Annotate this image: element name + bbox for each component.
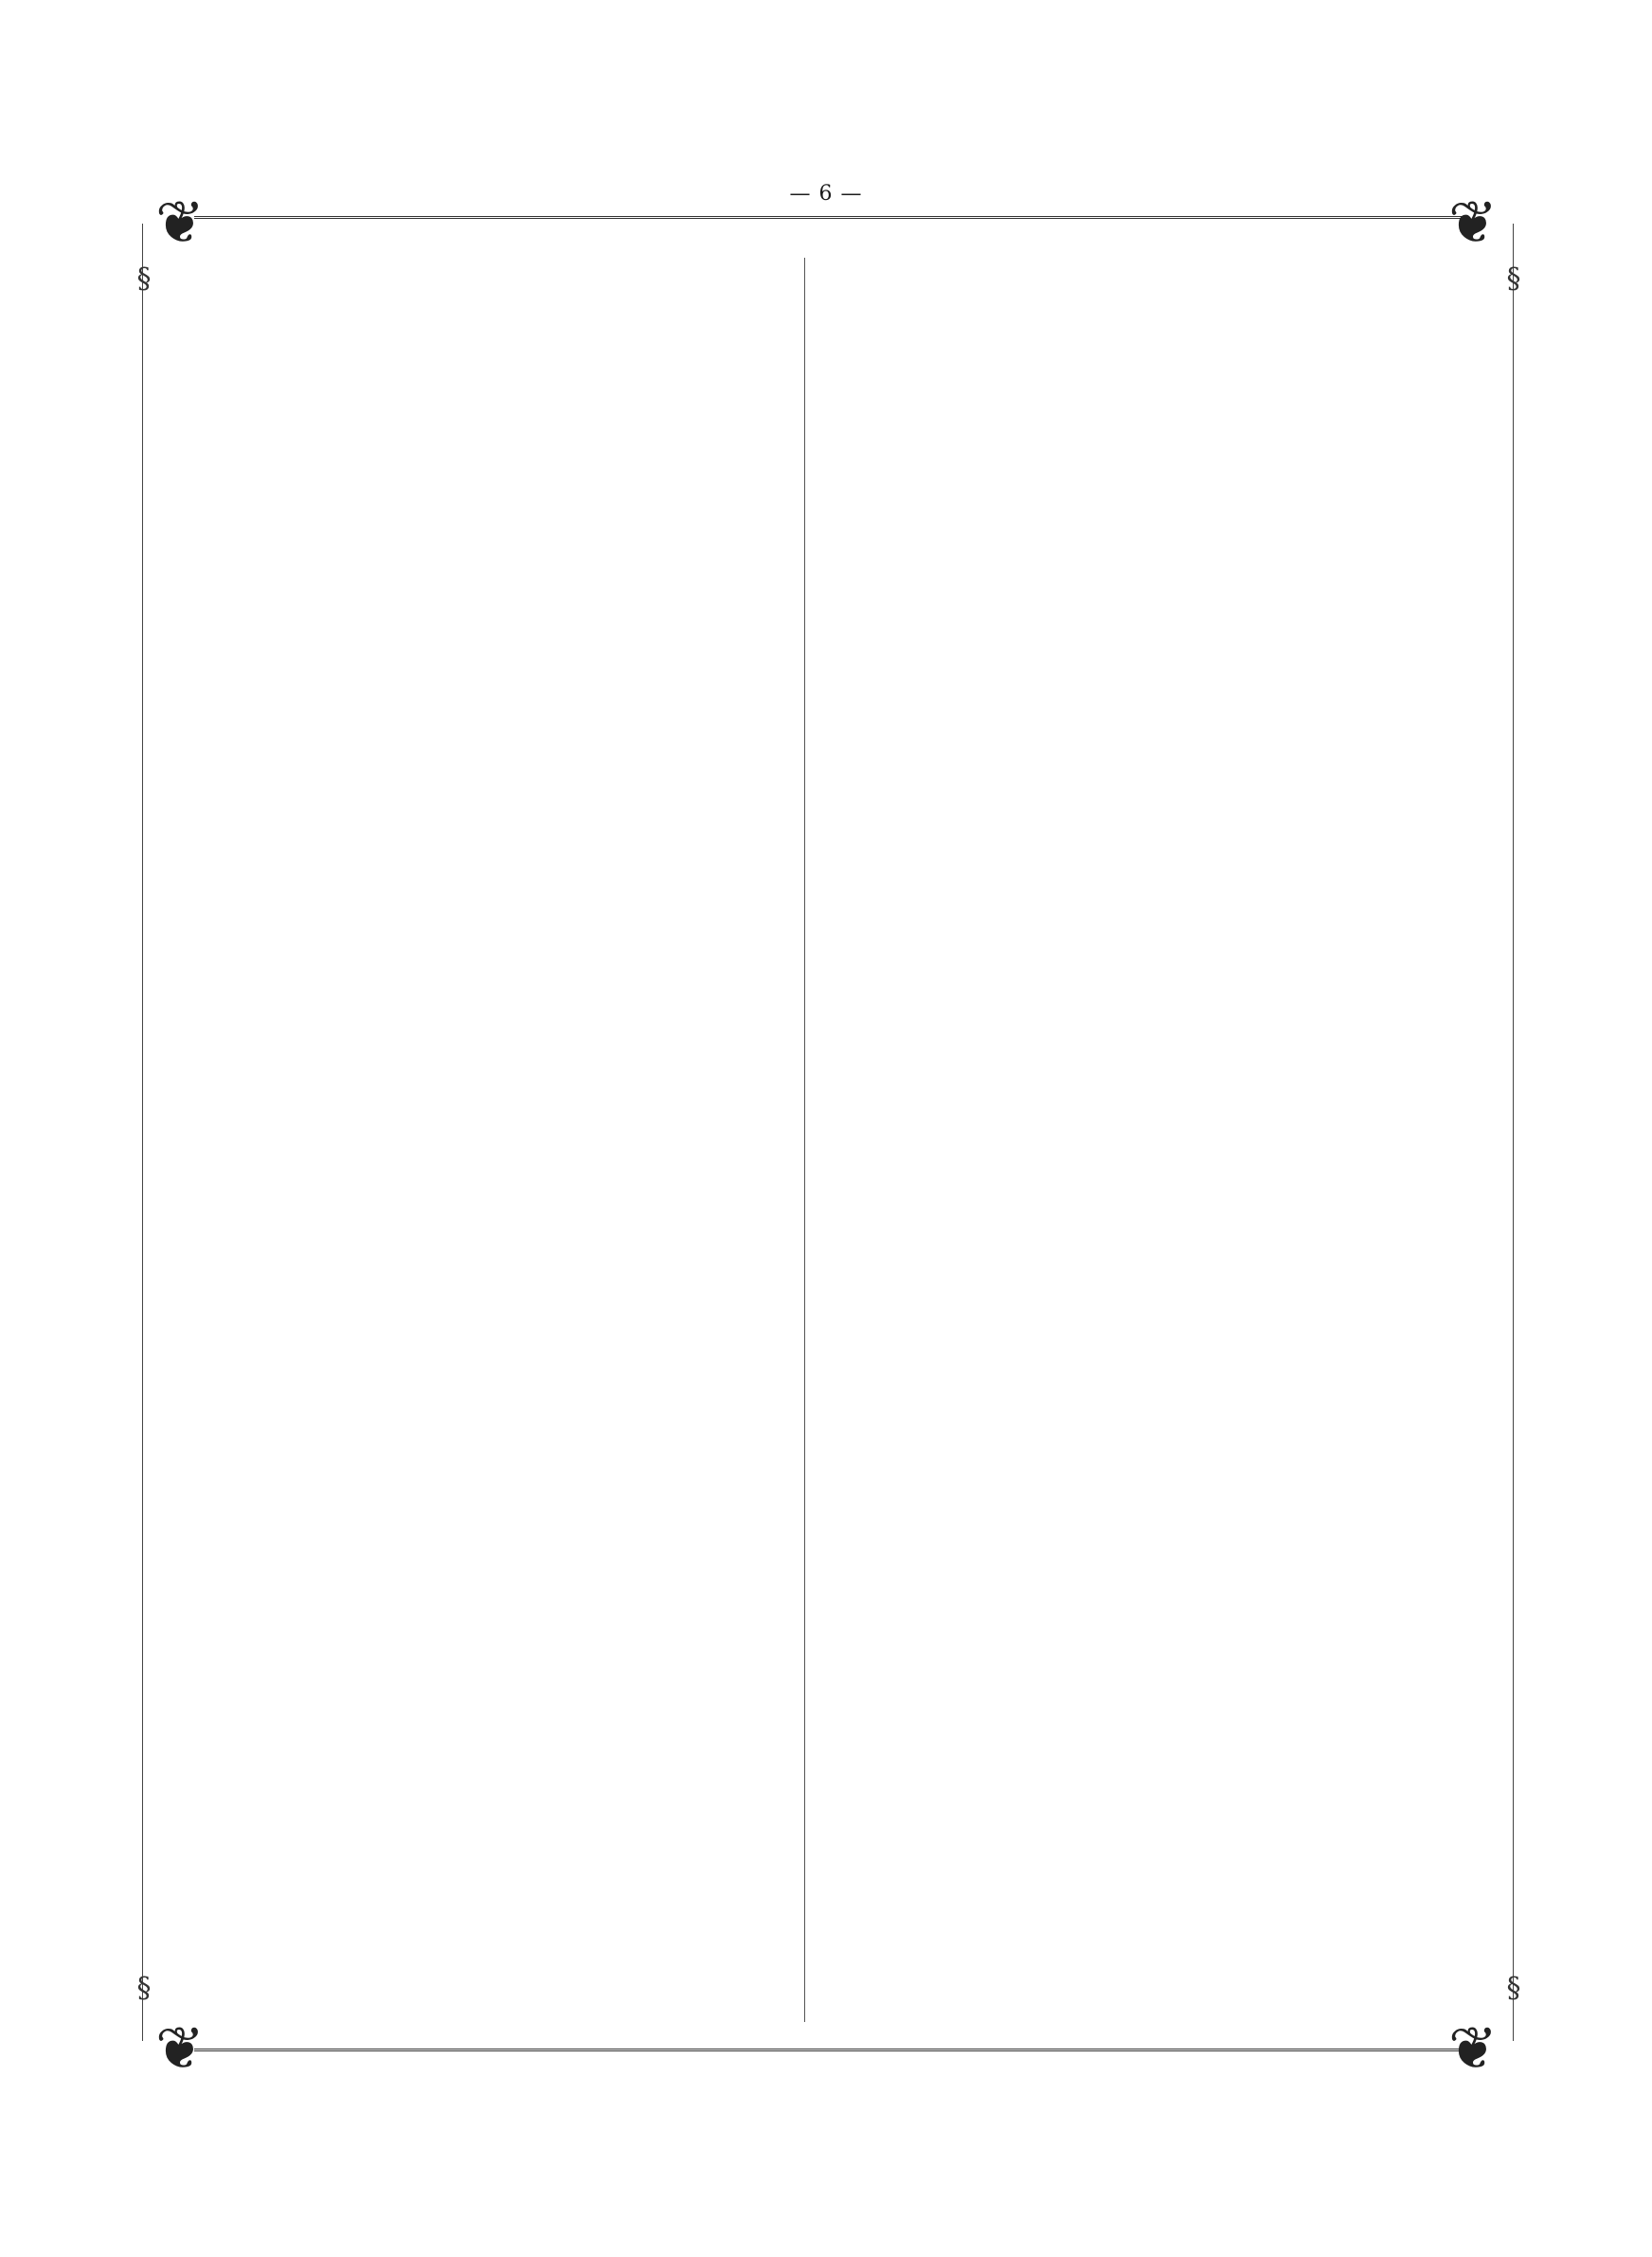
frame-rule-bottom [194, 2049, 1468, 2051]
right-column [815, 254, 1421, 2026]
frame-rule-top [194, 216, 1468, 219]
scroll-ornament-icon: § [136, 262, 152, 296]
corner-ornament-bottom-right-icon: ❦ [1448, 2013, 1498, 2083]
scroll-ornament-icon: § [1506, 262, 1521, 296]
left-column [189, 254, 796, 2026]
corner-ornament-top-right-icon: ❦ [1448, 188, 1498, 257]
scroll-ornament-icon: § [1506, 1971, 1521, 2005]
page-number: — 6 — [789, 182, 863, 206]
column-divider [804, 258, 805, 2022]
frame-side-right [1513, 224, 1514, 2041]
corner-ornament-bottom-left-icon: ❦ [155, 2013, 205, 2083]
scroll-ornament-icon: § [136, 1971, 152, 2005]
corner-ornament-top-left-icon: ❦ [155, 188, 205, 257]
frame-side-left [142, 224, 143, 2041]
